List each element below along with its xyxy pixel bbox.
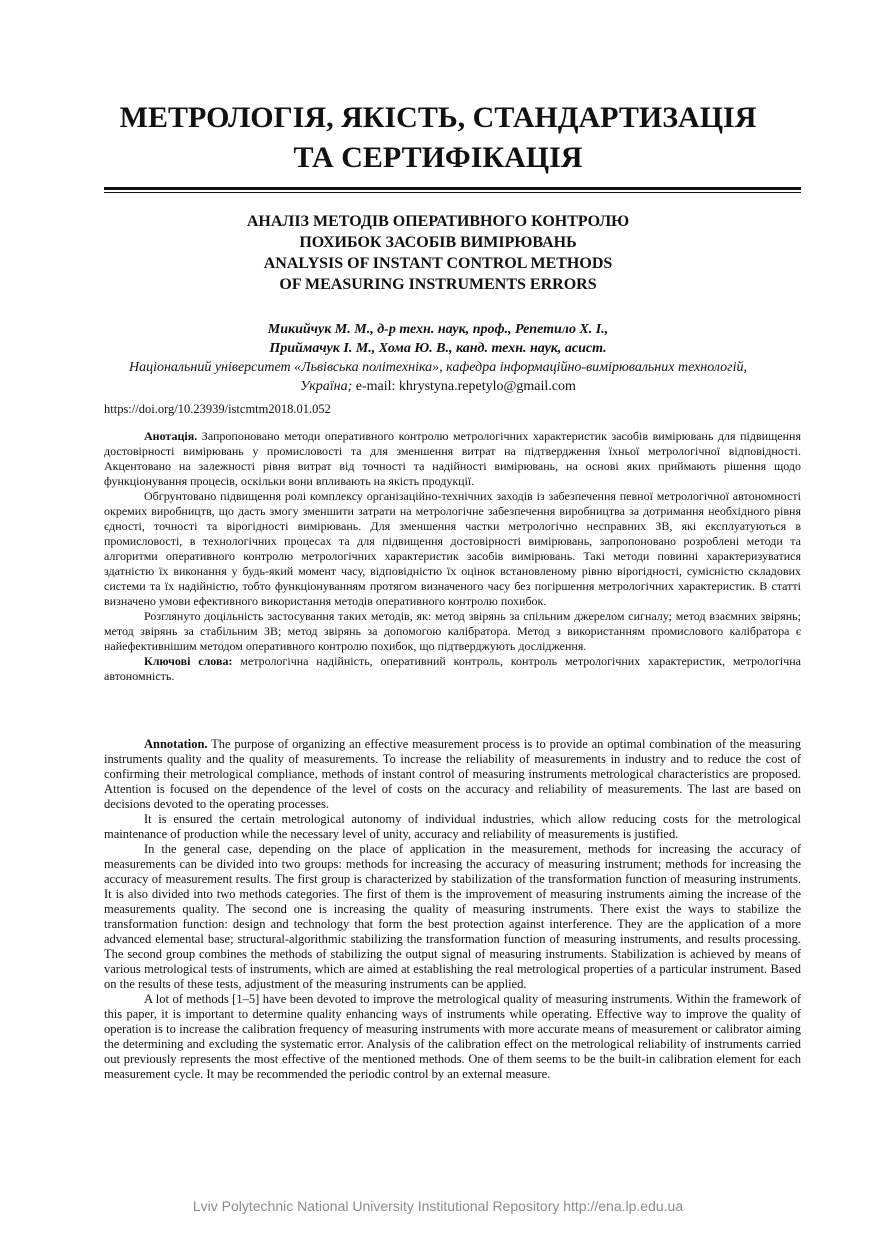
abstract-paragraph: Розглянуто доцільність застосування таких методів, як: метод звірянь за спільним джерелом сигналу; метод взаємних звірянь; метод звірянь за стабільним ЗВ; метод звірянь за допомогою калібратора. Метод з використанням промислового калібратора є найефективнішим методом оперативного контролю похибок, що підтверджують дослідження. <box>104 609 801 653</box>
affiliation-line1: Національний університет «Львівська політехніка», кафедра інформаційно-вимірювальних технологій, <box>128 360 748 375</box>
annotation-paragraph: In the general case, depending on the place of application in the measurement, methods for increasing the accuracy of measurements can be divided into two groups: methods for increasing the accuracy of measuring instrument; methods for increasing the accuracy of measurement results. The first group is characterized by stabilization of the transformation function of measuring instruments. It is also divided into two methods categories. The first of them is the improvement of measuring instruments aiming the increase of the measurements quality. The second one is increasing the quality of measuring instruments. There exist the ways to stabilize the transformation function: design and technology that form the best protection against interference. They are the application of a more advanced elemental base; structural-algorithmic stabilizing the transformation function of measuring instruments, and results processing. The second group combines the methods of stabilizing the output signal of measuring instruments. Stabilization is achieved by means of various metrological tests of instruments, which are aimed at establishing the real metrological properties of a particular instrument. Based on the results of these tests, adjustment of the measuring instruments can be applied. <box>104 842 801 991</box>
keywords-label: Ключові слова: <box>144 654 233 668</box>
article-title-uk-2: ПОХИБОК ЗАСОБІВ ВИМІРЮВАНЬ <box>299 234 577 251</box>
annotation-text-1: The purpose of organizing an effective measurement process is to provide an optimal combination of the measuring instruments quality and the quality of measurements. To increase the reliability of measurements in industry and to reduce the cost of confirming their metrological compliance, methods of instant control of measuring instruments metrological characteristics are proposed. Attention is focused on the dependence of the level of costs on the accuracy and reliability of measurements. The last are based on decisions devoted to the operating processes. <box>104 737 801 811</box>
annotation-paragraph: A lot of methods [1–5] have been devoted to improve the metrological quality of measuring instruments. Within the framework of this paper, it is important to determine quality enhancing ways of instruments while operating. Effective way to improve the quality of operation is to increase the calibration frequency of measuring instruments with more accurate means of measurement or calibrator aiming the determining and excluding the systematic error. Analysis of the calibration effect on the metrological reliability of instruments carried out previously represents the most effective of the mentioned methods. One of them seems to be the built-in calibration element for each measurement cycle. It may be recommended the periodic control by an external measure. <box>104 992 801 1081</box>
annotation-paragraph <box>104 737 801 812</box>
article-title-en-1: ANALYSIS OF INSTANT CONTROL METHODS <box>263 255 613 272</box>
abstract-paragraph <box>104 429 801 489</box>
annotation-label: Annotation. <box>144 737 208 751</box>
title-rule-thick <box>104 187 801 190</box>
article-title-en-2: OF MEASURING INSTRUMENTS ERRORS <box>279 276 597 293</box>
article-title-uk-1: АНАЛІЗ МЕТОДІВ ОПЕРАТИВНОГО КОНТРОЛЮ <box>246 213 630 230</box>
doi-link[interactable]: https://doi.org/10.23939/istcmtm2018.01.052 <box>104 402 331 416</box>
annotation-english <box>104 737 801 1082</box>
journal-title-line2: ТА СЕРТИФІКАЦІЯ <box>293 141 583 174</box>
authors-line1: Микийчук М. М., д-р техн. наук, проф., Репетило Х. І., <box>267 322 609 337</box>
author-block <box>0 320 876 396</box>
abstract-text-1: Запропоновано методи оперативного контролю метрологічних характеристик засобів вимірювань для підвищення достовірності вимірювань у промисловості та для зменшення витрат на підтвердження їхньої метрологічної відповідності. Акцентовано на залежності рівня витрат від точності та надійності вимірювань, на основі яких приймають рішення щодо функціонування процесів, оскільки вони впливають на якість продукції. <box>104 429 801 488</box>
annotation-paragraph: It is ensured the certain metrological autonomy of individual industries, which allow reducing costs for the metrological maintenance of production while the necessary level of unity, accuracy and reliability of measurements is justified. <box>104 812 801 841</box>
article-title <box>0 211 876 295</box>
keywords-paragraph <box>104 654 801 684</box>
repository-footer: Lviv Polytechnic National University Institutional Repository http://ena.lp.edu.ua <box>192 1198 684 1214</box>
author-email[interactable]: khrystyna.repetylo@gmail.com <box>398 379 576 394</box>
title-rule-thin <box>104 192 801 193</box>
abstract-label: Анотація. <box>144 429 198 443</box>
journal-title <box>0 98 876 178</box>
abstract-paragraph: Обгрунтовано підвищення ролі комплексу організаційно-технічних заходів із забезпечення певної метрологічної автономності окремих виробництв, що дасть змогу зменшити затрати на метрологічне забезпечення виробництва за дотримання необхідного рівня єдності, точності та вірогідності вимірювань. Для зменшення частки метрологічно несправних ЗВ, які експлуатуються в промисловості, в технологічних процесах та для підвищення достовірності вимірювань, запропоновано розроблені методи та алгоритми оперативного контролю метрологічних характеристик засобів вимірювань. Такі методи повинні характеризуватися здатністю їх виконання у будь-який момент часу, відповідністю їх оцінок встановленому рівню вірогідності, сумісністю складових системи та їх надійністю, тобто функціонуванням протягом визначеного часу без погіршення метрологічних характеристик. В статті визначено умови ефективного використання методів оперативного контролю похибок. <box>104 489 801 608</box>
affiliation-line2: Україна; <box>300 379 353 394</box>
journal-title-line1: МЕТРОЛОГІЯ, ЯКІСТЬ, СТАНДАРТИЗАЦІЯ <box>119 101 757 134</box>
authors-line2: Приймачук І. М., Хома Ю. В., канд. техн. наук, асист. <box>269 341 607 356</box>
abstract-ukrainian <box>104 429 801 684</box>
email-label: e-mail: <box>352 379 399 394</box>
keywords-text: метрологічна надійність, оперативний контроль, контроль метрологічних характеристик, метрологічна автономність. <box>104 654 801 683</box>
